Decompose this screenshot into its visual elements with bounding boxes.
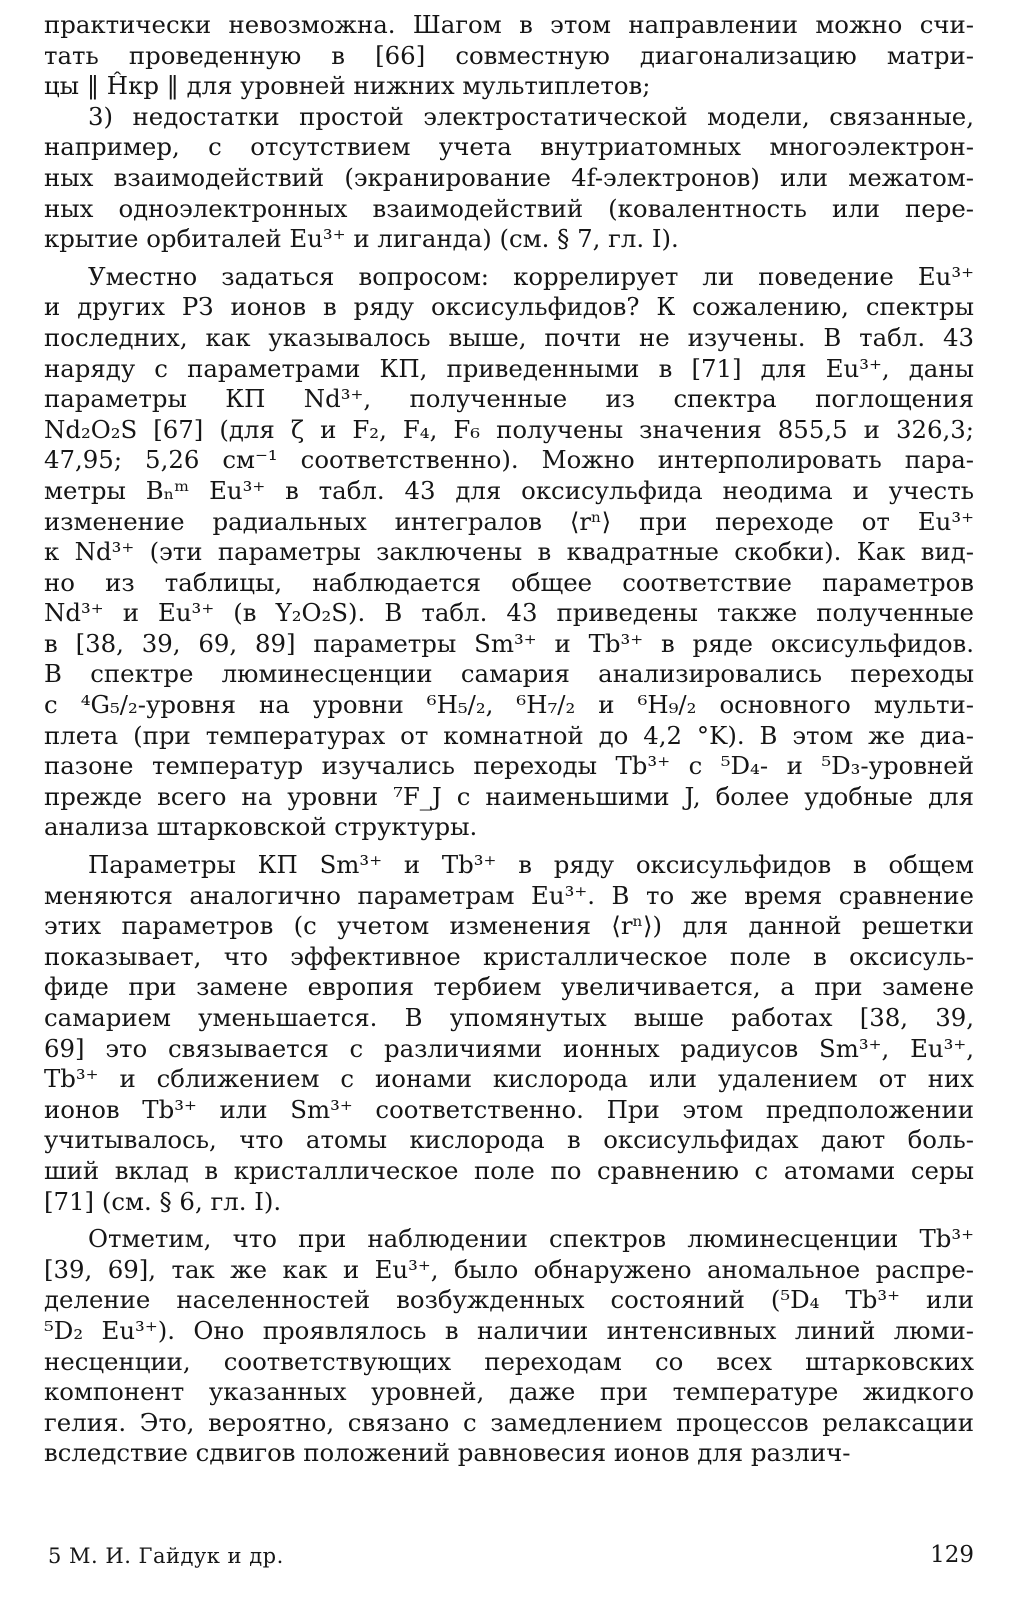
text-line: компонент указанных уровней, даже при температуре жидкого [44, 1377, 974, 1407]
text-line: анализа штарковской структуры. [44, 812, 478, 842]
text-line: последних, как указывалось выше, почти не изучены. В табл. 43 [44, 322, 974, 352]
paragraph [44, 850, 974, 1217]
paragraph-gap [44, 1217, 974, 1224]
text-line: 3) недостатки простой электростатической модели, связанные, [88, 101, 974, 131]
text-line: фиде при замене европия тербием увеличивается, а при замене [44, 972, 974, 1002]
text-line: практически невозможна. Шагом в этом направлении можно счи- [44, 10, 974, 39]
text-line: в [38, 39, 69, 89] параметры Sm³⁺ и Tb³⁺ в ряде оксисульфидов. [44, 628, 974, 658]
paragraph [44, 10, 974, 102]
text-line: наряду с параметрами КП, приведенными в [71] для Eu³⁺, даны [44, 353, 974, 383]
text-line: тать проведенную в [66] совместную диагонализацию матри- [44, 40, 974, 70]
paragraph [44, 262, 974, 843]
text-line: например, с отсутствием учета внутриатомных многоэлектрон- [44, 132, 974, 162]
text-line: прежде всего на уровни ⁷F_J с наименьшими J, более удобные для [44, 781, 974, 811]
text-line: [39, 69], так же как и Eu³⁺, было обнаружено аномальное распре- [44, 1254, 974, 1284]
text-line: к Nd³⁺ (эти параметры заключены в квадратные скобки). Как вид- [44, 537, 974, 567]
page-footer [48, 1540, 974, 1574]
text-line: пазоне температур изучались переходы Tb³⁺ с ⁵D₄- и ⁵D₃-уровней [44, 751, 974, 781]
text-line: крытие орбиталей Eu³⁺ и лиганда) (см. § 7, гл. I). [44, 224, 679, 254]
paragraph [44, 1224, 974, 1469]
text-line: самарием уменьшается. В упомянутых выше работах [38, 39, [44, 1003, 974, 1032]
text-line: метры Bₙᵐ Eu³⁺ в табл. 43 для оксисульфида неодима и учесть [44, 475, 974, 505]
text-line: параметры КП Nd³⁺, полученные из спектра поглощения [44, 384, 974, 414]
text-line: вследствие сдвигов положений равновесия ионов для различ- [44, 1438, 851, 1468]
text-line: но из таблицы, наблюдается общее соответствие параметров [44, 567, 974, 597]
text-line: ший вклад в кристаллическое поле по сравнению с атомами серы [44, 1155, 974, 1185]
text-line: и других РЗ ионов в ряду оксисульфидов? К сожалению, спектры [44, 292, 974, 322]
text-line: учитывалось, что атомы кислорода в оксисульфидах дают боль- [44, 1125, 974, 1155]
text-line: плета (при температурах от комнатной до 4,2 °K). В этом же диа- [44, 720, 974, 750]
signature-mark: 5 М. И. Гайдук и др. [48, 1544, 284, 1568]
text-line: этих параметров (с учетом изменения ⟨rⁿ⟩) для данной решетки [44, 911, 974, 941]
paragraph-gap [44, 255, 974, 262]
page-number: 129 [930, 1542, 974, 1568]
text-line: деление населенностей возбужденных состояний (⁵D₄ Tb³⁺ или [44, 1285, 974, 1315]
text-line: показывает, что эффективное кристаллическое поле в оксисуль- [44, 941, 974, 971]
text-line: меняются аналогично параметрам Eu³⁺. В то же время сравнение [44, 880, 974, 910]
text-line: ⁵D₂ Eu³⁺). Оно проявлялось в наличии интенсивных линий люми- [44, 1315, 974, 1345]
text-line: Отметим, что при наблюдении спектров люминесценции Tb³⁺ [88, 1224, 974, 1254]
text-line: Nd₂O₂S [67] (для ζ и F₂, F₄, F₆ получены значения 855,5 и 326,3; [44, 414, 974, 444]
text-line: ных одноэлектронных взаимодействий (ковалентность или пере- [44, 193, 974, 223]
text-line: ионов Tb³⁺ или Sm³⁺ соответственно. При этом предположении [44, 1094, 974, 1124]
text-line: Tb³⁺ и сближением с ионами кислорода или удалением от них [44, 1064, 974, 1094]
text-line: 47,95; 5,26 см⁻¹ соответственно). Можно интерполировать пара- [44, 445, 974, 475]
text-line: В спектре люминесценции самария анализировались переходы [44, 659, 974, 689]
text-line: Уместно задаться вопросом: коррелирует ли поведение Eu³⁺ [88, 261, 974, 291]
text-line: ных взаимодействий (экранирование 4f-электронов) или межатом- [44, 162, 974, 192]
body-text [44, 10, 974, 1469]
text-line: Параметры КП Sm³⁺ и Tb³⁺ в ряду оксисульфидов в общем [88, 850, 974, 880]
text-line: гелия. Это, вероятно, связано с замедлением процессов релаксации [44, 1407, 974, 1437]
text-line: 69] это связывается с различиями ионных радиусов Sm³⁺, Eu³⁺, [44, 1033, 974, 1063]
text-line: несценции, соответствующих переходам со всех штарковских [44, 1346, 974, 1376]
paragraph [44, 102, 974, 255]
text-line: [71] (см. § 6, гл. I). [44, 1186, 282, 1216]
paragraph-gap [44, 843, 974, 850]
text-line: Nd³⁺ и Eu³⁺ (в Y₂O₂S). В табл. 43 приведены также полученные [44, 598, 974, 628]
text-line: изменение радиальных интегралов ⟨rⁿ⟩ при переходе от Eu³⁺ [44, 506, 974, 536]
text-line: цы ‖ Ĥкр ‖ для уровней нижних мультиплетов; [44, 71, 651, 101]
text-line: с ⁴G₅/₂-уровня на уровни ⁶H₅/₂, ⁶H₇/₂ и ⁶H₉/₂ основного мульти- [44, 690, 974, 720]
